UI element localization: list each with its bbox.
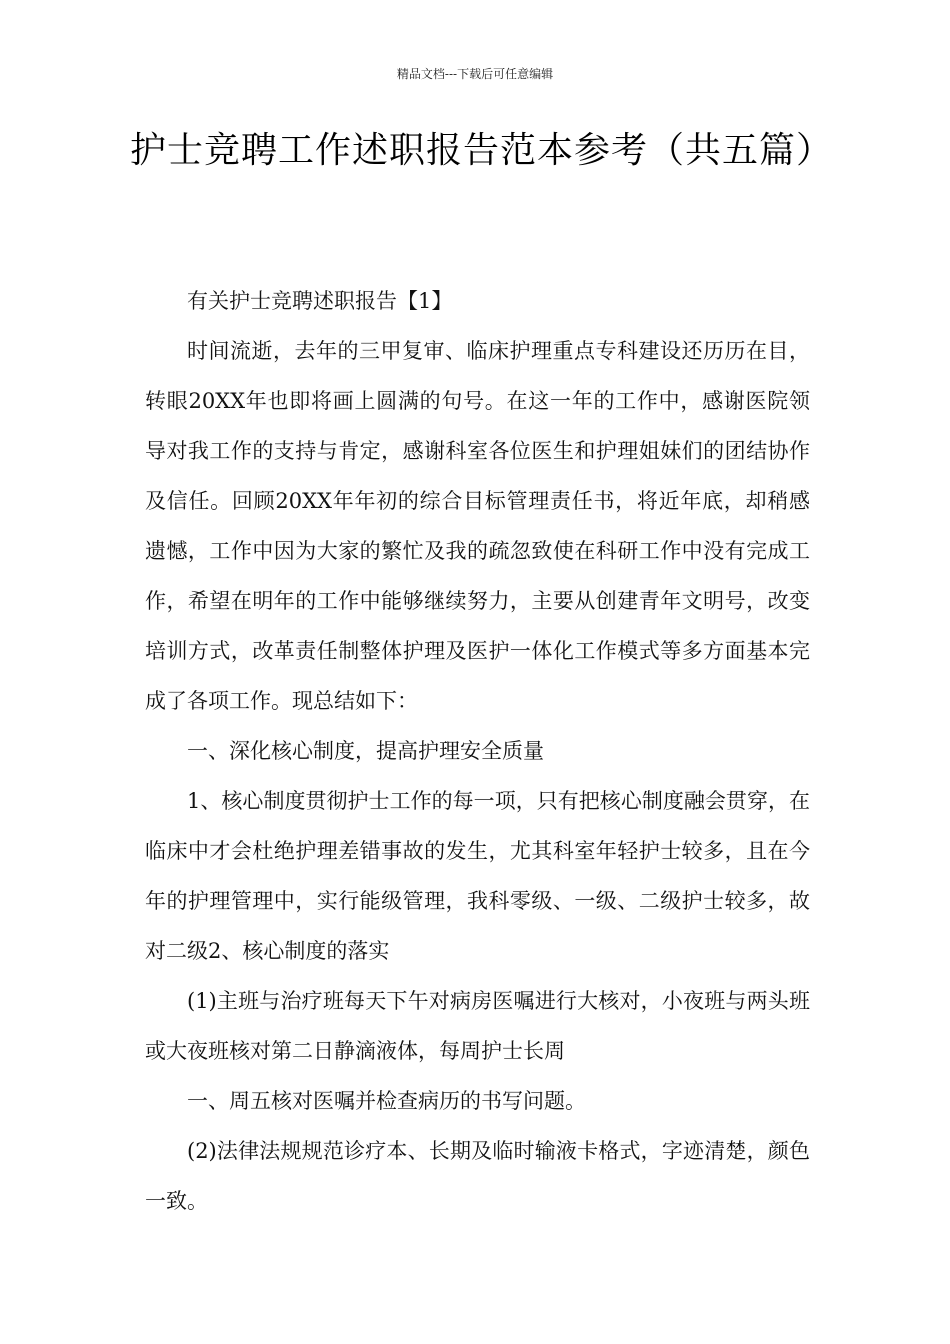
body-paragraph: (1)主班与治疗班每天下午对病房医嘱进行大核对，小夜班与两头班或大夜班核对第二日静滴液体，每周护士长周 [145, 989, 810, 1063]
document-title: 护士竞聘工作述职报告范本参考（共五篇） [130, 130, 834, 171]
body-paragraph: 时间流逝，去年的三甲复审、临床护理重点专科建设还历历在目，转眼20XX年也即将画上圆满的句号。在这一年的工作中，感谢医院领导对我工作的支持与肯定，感谢科室各位医生和护理姐妹们的团结协作及信任。回顾20XX年年初的综合目标管理责任书，将近年底，却稍感遗憾，工作中因为大家的繁忙及我的疏忽致使在科研工作中没有完成工作，希望在明年的工作中能够继续努力，主要从创建青年文明号，改变培训方式，改革责任制整体护理及医护一体化工作模式等多方面基本完成了各项工作。现总结如下： [145, 339, 810, 713]
subsection-heading: 一、深化核心制度，提高护理安全质量 [187, 739, 544, 763]
section-heading: 有关护士竞聘述职报告【1】 [187, 289, 453, 313]
body-paragraph: (2)法律法规规范诊疗本、长期及临时输液卡格式，字迹清楚，颜色一致。 [145, 1139, 810, 1213]
header-note: 精品文档---下载后可任意编辑 [396, 67, 554, 81]
document-body [145, 276, 810, 1226]
body-paragraph: 1、核心制度贯彻护士工作的每一项，只有把核心制度融会贯穿，在临床中才会杜绝护理差错事故的发生，尤其科室年轻护士较多，且在今年的护理管理中，实行能级管理，我科零级、一级、二级护士较多，故对二级2、核心制度的落实 [145, 789, 810, 963]
body-paragraph: 一、周五核对医嘱并检查病历的书写问题。 [187, 1089, 586, 1113]
